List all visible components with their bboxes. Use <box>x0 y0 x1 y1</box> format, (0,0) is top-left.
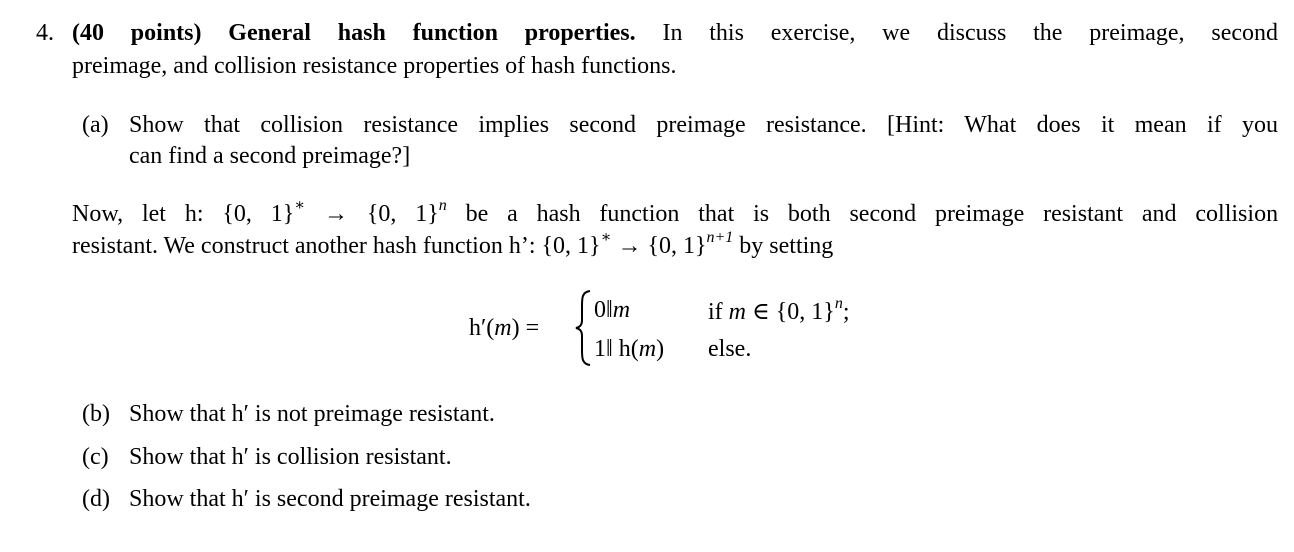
part-d-label: (d) <box>82 486 110 512</box>
case1-prefix: 0‖ <box>594 297 613 323</box>
part-b-post: is not preimage resistant. <box>254 401 495 427</box>
now-paragraph-line2 <box>72 229 834 260</box>
case2-prefix: 1‖ h( <box>594 336 639 362</box>
part-a-line2: can find a second preimage?] <box>129 143 411 169</box>
problem-number: 4. <box>36 20 54 46</box>
codomain-set-2: {0, 1} <box>647 233 707 259</box>
now-prefix: Now, let <box>72 201 166 227</box>
part-d-prime: ′ <box>243 486 249 512</box>
lhs-m: m <box>494 315 512 341</box>
now-paragraph-line1 <box>72 197 1279 228</box>
case2-m: m <box>638 336 657 362</box>
part-d-text <box>129 486 531 513</box>
case2-expression <box>594 336 664 363</box>
case1-if: if <box>708 299 723 325</box>
now-line1-suffix: be a hash function that is both second preimage resistant and collision <box>465 201 1279 227</box>
equals-sign: = <box>525 315 540 341</box>
part-d-h: h <box>231 486 244 512</box>
left-brace-icon <box>574 290 592 366</box>
arrow: → <box>323 201 348 227</box>
case2-condition: else. <box>708 336 752 362</box>
problem-heading-line <box>72 20 1278 47</box>
part-c-text <box>129 444 452 471</box>
n-plus-1-sup: n+1 <box>706 229 734 246</box>
part-c-h: h <box>231 444 244 470</box>
case1-expression <box>594 297 630 324</box>
case1-cond-end: ; <box>842 299 850 325</box>
part-a-line1: Show that collision resistance implies second preimage resistance. [Hint: What does it mean if you <box>129 112 1278 138</box>
part-b-pre: Show that <box>129 401 226 427</box>
case1-cond-m: m <box>728 299 747 325</box>
part-c-pre: Show that <box>129 444 226 470</box>
arrow-2: → <box>617 233 642 259</box>
problem-title: (40 points) General hash function properties. <box>72 20 636 46</box>
domain-set-2: {0, 1} <box>541 233 601 259</box>
now-line2-prefix: resistant. We construct another hash function <box>72 233 503 259</box>
part-b-text <box>129 401 495 428</box>
case1-cond-set: ∈ {0, 1} <box>752 299 835 325</box>
part-b-prime: ′ <box>243 401 249 427</box>
part-c-label: (c) <box>82 444 109 470</box>
case1-cond-n: n <box>834 295 843 312</box>
case1-condition <box>708 297 850 326</box>
case2-suffix: ) <box>656 336 665 362</box>
codomain-set: {0, 1} <box>366 201 439 227</box>
lhs-open: ( <box>486 315 495 341</box>
now-line2-suffix: by setting <box>739 233 834 259</box>
hash-hprime: h’: <box>508 233 536 259</box>
case1-m: m <box>612 297 631 323</box>
part-a-label: (a) <box>82 112 109 138</box>
part-b-label: (b) <box>82 401 110 427</box>
part-c-prime: ′ <box>243 444 249 470</box>
hash-h: h: <box>184 201 204 227</box>
part-d-pre: Show that <box>129 486 226 512</box>
equation-lhs <box>469 315 539 342</box>
lhs-h: h <box>469 315 481 341</box>
part-d-post: is second preimage resistant. <box>254 486 531 512</box>
domain-set: {0, 1} <box>222 201 295 227</box>
star-sup-2: ∗ <box>600 229 612 246</box>
n-sup: n <box>438 197 447 214</box>
part-c-post: is collision resistant. <box>254 444 452 470</box>
lhs-close: ) <box>511 315 520 341</box>
star-sup: ∗ <box>294 197 306 214</box>
lhs-prime: ′ <box>481 315 487 341</box>
problem-intro-line2: preimage, and collision resistance properties of hash functions. <box>72 53 677 79</box>
part-b-h: h <box>231 401 244 427</box>
problem-intro-line1: In this exercise, we discuss the preimage, second <box>662 20 1278 46</box>
